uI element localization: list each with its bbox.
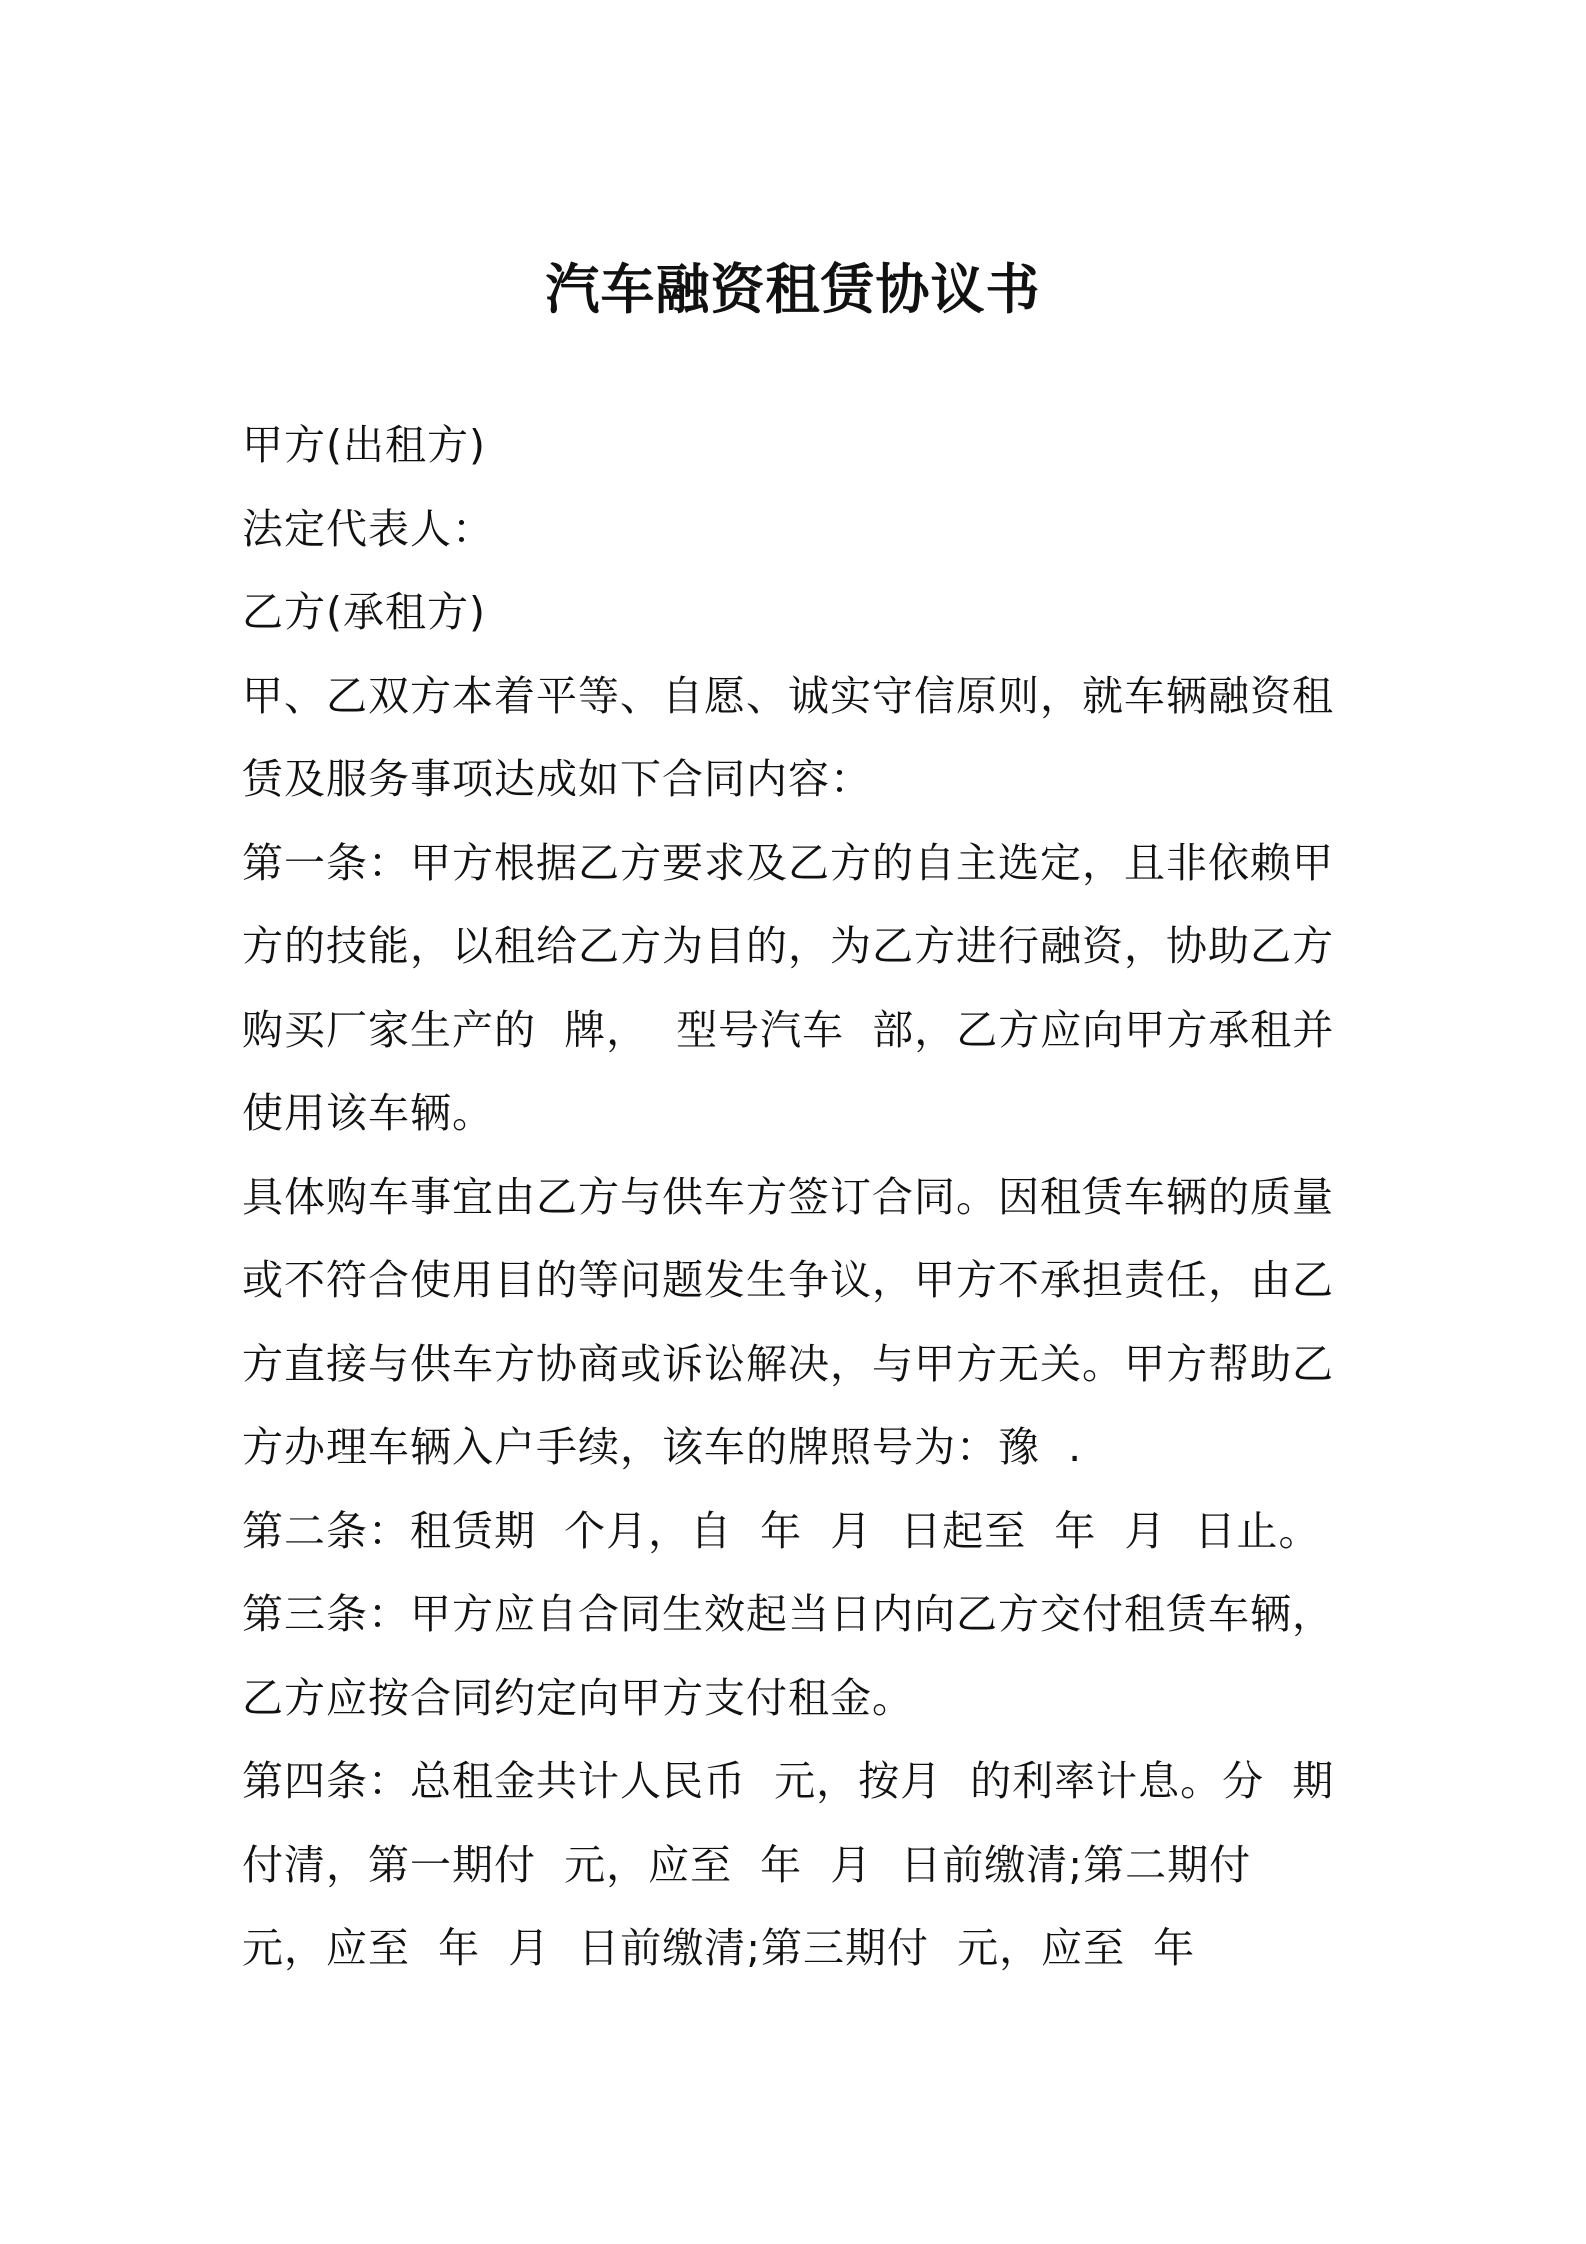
legal-representative-line: 法定代表人： [242, 504, 494, 553]
article-4-line-3: 元，应至 年 月 日前缴清;第三期付 元，应至 年 [242, 1924, 1196, 1972]
article-1-line-3: 购买厂家生产的 牌， 型号汽车 部，乙方应向甲方承租并 [242, 1005, 1335, 1054]
article-1-line-4: 使用该车辆。 [242, 1089, 494, 1137]
document-title: 汽车融资租赁协议书 [545, 258, 1041, 321]
article-2-line: 第二条：租赁期 个月，自 年 月 日起至 年 月 日止。 [242, 1506, 1321, 1555]
party-b-line: 乙方(承租方) [242, 588, 486, 636]
purchase-details-line-3: 方直接与供车方协商或诉讼解决，与甲方无关。甲方帮助乙 [242, 1339, 1334, 1388]
document-body [242, 404, 1362, 1991]
purchase-details-line-1: 具体购车事宜由乙方与供车方签订合同。因租赁车辆的质量 [242, 1172, 1334, 1221]
article-3-line-2: 乙方应按合同约定向甲方支付租金。 [242, 1673, 914, 1722]
purchase-details-line-2: 或不符合使用目的等问题发生争议，甲方不承担责任，由乙 [242, 1256, 1334, 1304]
party-a-line: 甲方(出租方) [242, 421, 486, 469]
article-3-line-1: 第三条：甲方应自合同生效起当日内向乙方交付租赁车辆， [242, 1590, 1334, 1638]
preamble-line-2: 赁及服务事项达成如下合同内容： [242, 755, 872, 803]
purchase-details-line-4: 方办理车辆入户手续，该车的牌照号为：豫 . [242, 1423, 1083, 1471]
article-4-line-2: 付清，第一期付 元，应至 年 月 日前缴清;第二期付 [242, 1840, 1252, 1889]
article-1-line-2: 方的技能，以租给乙方为目的，为乙方进行融资，协助乙方 [242, 922, 1334, 970]
article-1-line-1: 第一条：甲方根据乙方要求及乙方的自主选定，且非依赖甲 [242, 838, 1334, 887]
preamble-line-1: 甲、乙双方本着平等、自愿、诚实守信原则，就车辆融资租 [242, 671, 1334, 720]
article-4-line-1: 第四条：总租金共计人民币 元，按月 的利率计息。分 期 [242, 1757, 1335, 1805]
